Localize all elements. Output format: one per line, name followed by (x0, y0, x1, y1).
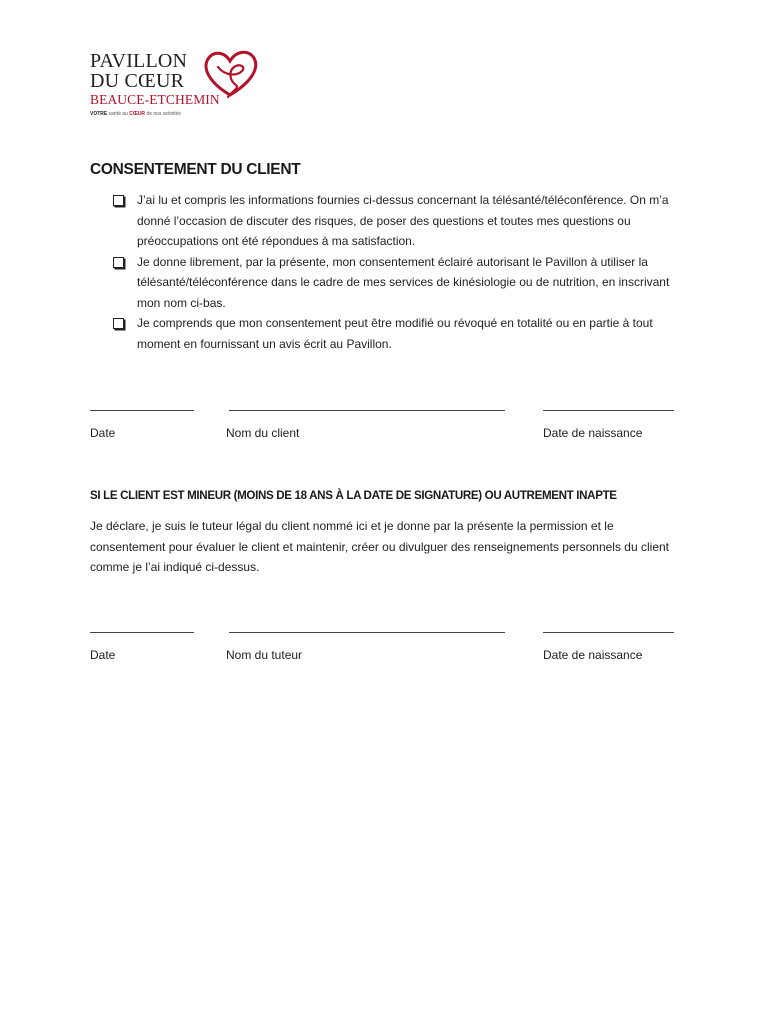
guardian-name-signature-line[interactable] (229, 622, 505, 633)
consent-item (113, 190, 683, 252)
date-label: Date (90, 648, 116, 662)
consent-title: CONSENTEMENT DU CLIENT (90, 161, 301, 178)
logo-line-region: BEAUCE-ETCHEMIN (90, 92, 220, 107)
birthdate-label: Date de naissance (543, 426, 643, 440)
consent-checklist (113, 190, 683, 354)
birthdate-label: Date de naissance (543, 648, 643, 662)
logo (90, 45, 280, 120)
consent-item (113, 252, 683, 314)
consent-item-text: J’ai lu et compris les informations fournies ci-dessus concernant la télésanté/téléconférence. On m’a donné l’occasion de discuter des risques, de poser des questions et toutes mes questions ou préoccupations ont été répondues à ma satisfaction. (137, 193, 669, 248)
guardian-signature-row (90, 622, 680, 672)
consent-item-text: Je comprends que mon consentement peut être modifié ou révoqué en totalité ou en partie à tout moment en fournissant un avis écrit au Pavillon. (137, 316, 653, 351)
consent-item (113, 313, 683, 354)
birthdate-signature-line[interactable] (543, 400, 674, 411)
checkbox-icon[interactable] (113, 257, 124, 268)
checkbox-icon[interactable] (113, 195, 124, 206)
guardian-name-label: Nom du tuteur (226, 648, 303, 662)
client-name-label: Nom du client (226, 426, 300, 440)
date-signature-line[interactable] (90, 622, 194, 633)
guardian-declaration: Je déclare, je suis le tuteur légal du client nommé ici et je donne par la présente la permission et le consentement pour évaluer le client et maintenir, créer ou divulguer des renseignements personnels du client comme je l’ai indiqué ci-dessus. (90, 519, 669, 574)
date-label: Date (90, 426, 116, 440)
checkbox-icon[interactable] (113, 318, 124, 329)
heart-swirl-icon (200, 45, 260, 105)
consent-item-text: Je donne librement, par la présente, mon consentement éclairé autorisant le Pavillon à utiliser la télésanté/téléconférence dans le cadre de mes services de kinésiologie ou de nutrition, en inscrivant mon nom ci-bas. (137, 254, 670, 310)
logo-tagline: VOTRE santé au CŒUR de nos activités (90, 111, 181, 117)
date-signature-line[interactable] (90, 400, 194, 411)
client-name-signature-line[interactable] (229, 400, 505, 411)
client-signature-row (90, 400, 680, 450)
minor-heading: SI LE CLIENT EST MINEUR (MOINS DE 18 ANS À LA DATE DE SIGNATURE) OU AUTREMENT INAPTE (90, 489, 617, 502)
logo-line-pavillon: PAVILLON (90, 50, 188, 72)
logo-line-du-coeur: DU CŒUR (90, 70, 185, 92)
birthdate-signature-line[interactable] (543, 622, 674, 633)
